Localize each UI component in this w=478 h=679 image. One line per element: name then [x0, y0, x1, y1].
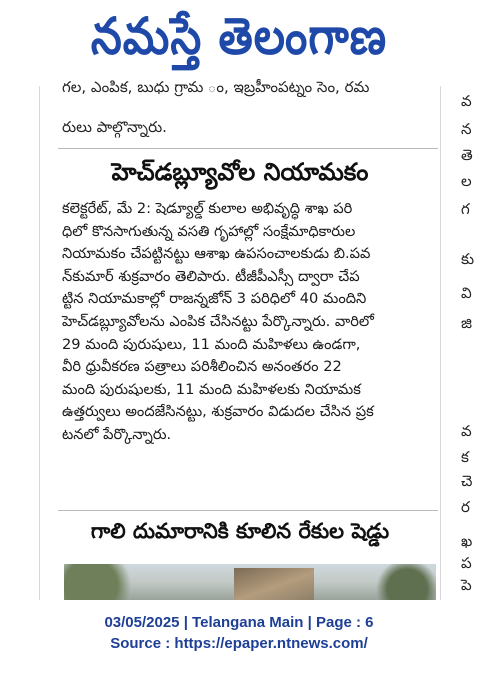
article-line: హెచ్‌డబ్ల్యూవోలను ఎంపిక చేసినట్టు పేర్కొన్నారు. వారిలో: [62, 312, 374, 330]
article-line: ధిలో కొనసాగుతున్న వసతి గృహాల్లో సంక్షేమాధికారుల: [62, 222, 356, 240]
right-column-fragment: క: [461, 448, 469, 466]
masthead: [0, 0, 478, 86]
right-column-fragments: [440, 86, 478, 600]
article-divider: [58, 148, 438, 149]
article-line: కలెక్టరేట్, మే 2: షెడ్యూల్డ్ కులాల అభివృద్ధి శాఖ పరి: [62, 200, 353, 217]
article-line: న్‌కుమార్ శుక్రవారం తెలిపారు. టీజీపీఎస్సీ ద్వారా చేప: [62, 267, 360, 285]
right-column-fragment: ర: [461, 498, 470, 516]
right-column-fragment: ప: [461, 554, 472, 572]
photo-tree: [364, 564, 436, 600]
previous-article-cut-line: గల, ఎంపిక, బుధు గ్రామ ం, ఇబ్రహీంపట్నం సెం, రమ: [62, 78, 370, 96]
article-line: 29 మంది పురుషులు, 11 మంది మహిళలు ఉండగా,: [62, 335, 361, 353]
right-column-fragment: చె: [461, 472, 473, 490]
right-column-fragment: వ: [461, 92, 472, 110]
footer-date-edition: 03/05/2025 | Telangana Main | Page : 6: [104, 614, 374, 631]
next-article-headline: గాలి దుమారానికి కూలిన రేకుల షెడ్డు: [90, 519, 390, 543]
article-line: ఉత్తర్వులు అందజేసినట్టు, శుక్రవారం విడుదల చేసిన ప్రక: [62, 403, 374, 421]
masthead-title: నమస్తే తెలంగాణ: [90, 7, 388, 66]
article-line: ట్టిన నియామకాల్లో రాజన్నజోన్ 3 పరిధిలో 40 మందిని: [62, 290, 367, 308]
article-headline: హెచ్‌డబ్ల్యూవోల నియామకం: [111, 158, 369, 186]
article-line: నియామకం చేపట్టినట్టు ఆశాఖ ఉపసంచాలకుడు బి.పవ: [62, 245, 371, 263]
article-line: టనలో పేర్కొన్నారు.: [62, 425, 172, 443]
right-column-fragment: పె: [461, 576, 472, 594]
page-footer: [0, 612, 478, 654]
article-line: వీరి ధ్రువీకరణ పత్రాలు పరిశీలించిన అనంతరం 22: [62, 358, 342, 376]
left-column-gutter: [0, 86, 40, 600]
right-column-fragment: వి: [461, 284, 472, 302]
right-column-fragment: ఖ: [461, 532, 473, 550]
right-column-fragment: గ: [461, 200, 470, 218]
right-column-fragment: తె: [461, 146, 473, 164]
article-clipping: [40, 78, 440, 600]
shed-photo: [64, 564, 436, 600]
right-column-fragment: న: [461, 120, 472, 138]
article-divider: [58, 510, 438, 511]
article-line: మంది పురుషులకు, 11 మంది మహిళలకు నియామక: [62, 380, 361, 398]
footer-source-link[interactable]: Source : https://epaper.ntnews.com/: [110, 635, 368, 652]
right-column-fragment: వ: [461, 422, 472, 440]
previous-article-last-line: రులు పాల్గొన్నారు.: [62, 118, 167, 136]
article-body: [62, 198, 438, 447]
photo-shed-roof: [234, 568, 314, 600]
photo-tree: [64, 564, 154, 600]
right-column-fragment: జి: [461, 314, 472, 332]
right-column-fragment: ల: [461, 172, 472, 190]
right-column-fragment: కు: [461, 250, 475, 268]
